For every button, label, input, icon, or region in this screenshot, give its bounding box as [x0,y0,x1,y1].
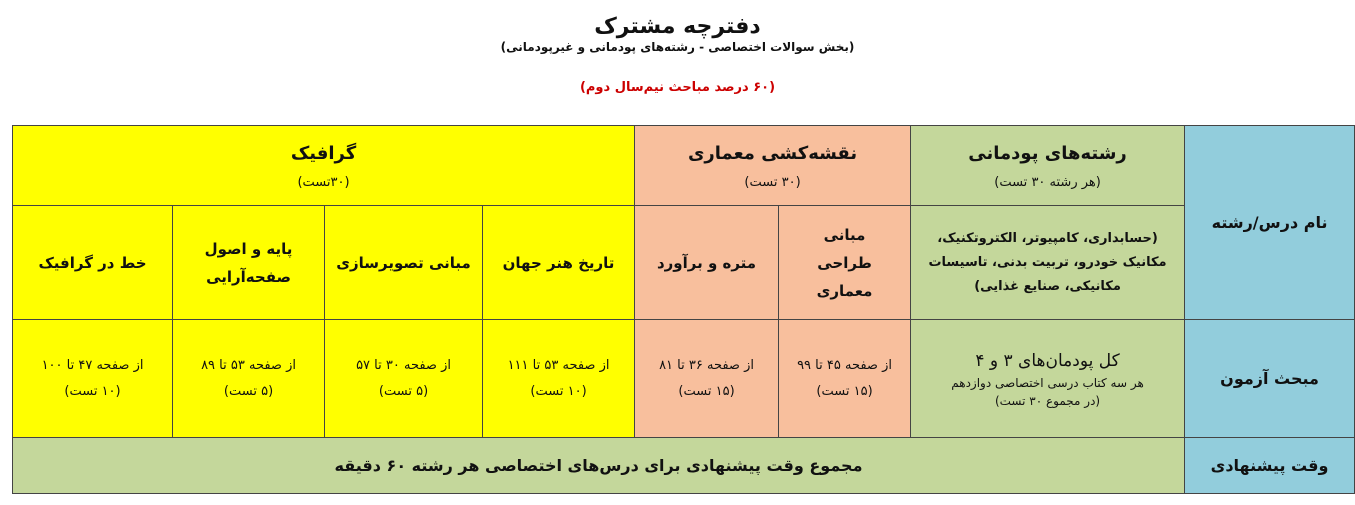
vocational-topic-detail: هر سه کتاب درسی اختصاصی دوازدهم [951,375,1144,390]
exam-table [12,125,1355,494]
architecture-title: نقشه‌کشی معماری [687,143,858,164]
time-row [13,438,1355,494]
architecture-count: (۳۰ تست) [744,175,801,190]
page-subtitle: (بخش سوالات اختصاصی - رشته‌های پودمانی و غیرپودمانی) [500,40,855,54]
subject-row [13,206,1355,320]
vocational-title: رشته‌های پودمانی [968,143,1127,164]
topics-row [13,320,1355,438]
vocational-topics [911,320,1185,438]
vocational-topic-main: کل پودمان‌های ۳ و ۴ [975,350,1120,371]
graphic-range-1: از صفحه ۵۳ تا ۱۱۱ [507,357,610,373]
row-header-subject: نام درس/رشته [1185,126,1355,320]
graphic-subject-1: تاریخ هنر جهان [483,206,635,320]
vocational-header [911,126,1185,206]
graphic-title: گرافیک [290,143,357,164]
graphic-range-2: از صفحه ۳۰ تا ۵۷ [356,357,451,373]
architecture-topic-2 [635,320,779,438]
graphic-header [13,126,635,206]
graphic-tests-1: (۱۰ تست) [530,383,587,399]
vocational-topic-count: (در مجموع ۳۰ تست) [994,393,1101,408]
graphic-subject-4: خط در گرافیک [13,206,173,320]
graphic-topic-4 [13,320,173,438]
architecture-subject-2: متره و برآورد [635,206,779,320]
graphic-topic-2 [325,320,483,438]
architecture-subject-1: مبانی طراحی معماری [779,206,911,320]
graphic-range-4: از صفحه ۴۷ تا ۱۰۰ [41,357,144,373]
graphic-tests-4: (۱۰ تست) [64,383,121,399]
row-header-topics: مبحث آزمون [1185,320,1355,438]
graphic-tests-3: (۵ تست) [223,383,274,399]
graphic-count: (۳۰تست) [297,175,350,190]
page-title: دفترچه مشترک [594,14,761,39]
row-header-time: وقت پیشنهادی [1185,438,1355,494]
graphic-range-3: از صفحه ۵۳ تا ۸۹ [201,357,296,373]
vocational-fields: (حسابداری، کامپیوتر، الکتروتکنیک، مکانیک خودرو، تربیت بدنی، تاسیسات مکانیکی، صنایع غذایی) [911,206,1185,320]
architecture-range-2: از صفحه ۳۶ تا ۸۱ [659,357,754,373]
graphic-subject-3: پایه و اصول صفحه‌آرایی [173,206,325,320]
graphic-topic-1 [483,320,635,438]
suggested-time: مجموع وقت پیشنهادی برای درس‌های اختصاصی هر رشته ۶۰ دقیقه [13,438,1185,494]
architecture-topic-1 [779,320,911,438]
architecture-header [635,126,911,206]
architecture-range-1: از صفحه ۴۵ تا ۹۹ [797,357,892,373]
architecture-tests-1: (۱۵ تست) [816,383,873,399]
graphic-topic-3 [173,320,325,438]
page-note: (۶۰ درصد مباحث نیم‌سال دوم) [579,80,776,95]
vocational-count: (هر رشته ۳۰ تست) [994,175,1101,190]
graphic-tests-2: (۵ تست) [378,383,429,399]
graphic-subject-2: مبانی تصویرسازی [325,206,483,320]
group-title-row [13,126,1355,206]
architecture-tests-2: (۱۵ تست) [678,383,735,399]
